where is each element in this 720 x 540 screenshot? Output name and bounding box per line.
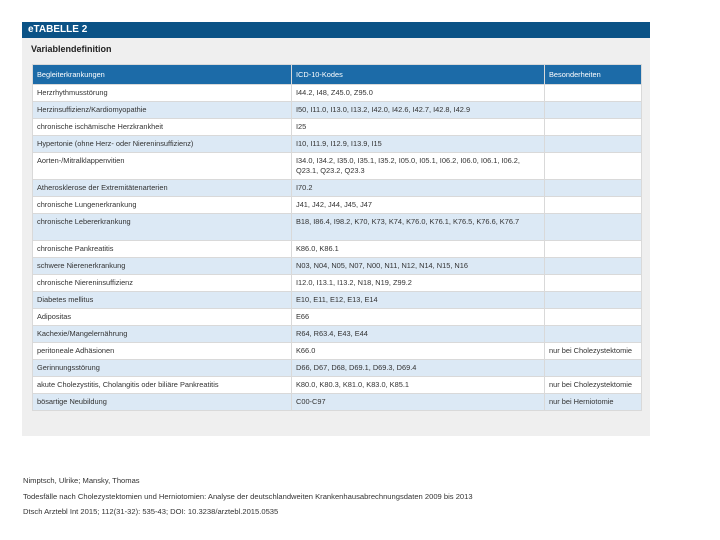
cell-disease: chronische Pankreatitis <box>33 241 292 258</box>
table-row <box>33 360 642 377</box>
column-header-notes: Besonderheiten <box>545 65 642 85</box>
table-row <box>33 241 642 258</box>
cell-note: nur bei Cholezystektomie <box>545 343 642 360</box>
cell-disease: akute Cholezystitis, Cholangitis oder biliäre Pankreatitis <box>33 377 292 394</box>
cell-note <box>545 292 642 309</box>
cell-note <box>545 275 642 292</box>
table-header-row <box>33 65 642 85</box>
cell-note <box>545 360 642 377</box>
cell-codes: C00-C97 <box>292 394 545 411</box>
table-row <box>33 394 642 411</box>
cell-codes: D66, D67, D68, D69.1, D69.3, D69.4 <box>292 360 545 377</box>
cell-note <box>545 180 642 197</box>
cell-codes: I10, I11.9, I12.9, I13.9, I15 <box>292 136 545 153</box>
cell-note <box>545 119 642 136</box>
cell-disease: chronische ischämische Herzkrankheit <box>33 119 292 136</box>
table-row <box>33 258 642 275</box>
cell-disease: Gerinnungsstörung <box>33 360 292 377</box>
cell-codes: K80.0, K80.3, K81.0, K83.0, K85.1 <box>292 377 545 394</box>
cell-disease: chronische Lebererkrankung <box>33 214 292 241</box>
cell-disease: Kachexie/Mangelernährung <box>33 326 292 343</box>
cell-codes: B18, I86.4, I98.2, K70, K73, K74, K76.0, K76.1, K76.5, K76.6, K76.7 <box>292 214 545 241</box>
table-row <box>33 326 642 343</box>
cell-disease: Atherosklerose der Extremitätenarterien <box>33 180 292 197</box>
cell-note <box>545 136 642 153</box>
caption-title: Todesfälle nach Cholezystektomien und Herniotomien: Analyse der deutschlandweiten Krankenhausabrechnungsdaten 2009 bis 2013 <box>23 492 473 501</box>
table-row <box>33 85 642 102</box>
cell-codes: I12.0, I13.1, I13.2, N18, N19, Z99.2 <box>292 275 545 292</box>
table-row <box>33 180 642 197</box>
table-subtitle: Variablendefinition <box>31 44 112 54</box>
table-row <box>33 197 642 214</box>
cell-disease: peritoneale Adhäsionen <box>33 343 292 360</box>
cell-note <box>545 241 642 258</box>
cell-codes: J41, J42, J44, J45, J47 <box>292 197 545 214</box>
cell-note <box>545 153 642 180</box>
cell-note <box>545 214 642 241</box>
cell-note <box>545 197 642 214</box>
cell-note <box>545 258 642 275</box>
cell-codes: I25 <box>292 119 545 136</box>
cell-disease: Aorten-/Mitralklappenvitien <box>33 153 292 180</box>
cell-disease: Herzinsuffizienz/Kardiomyopathie <box>33 102 292 119</box>
table-row <box>33 343 642 360</box>
table-row <box>33 102 642 119</box>
cell-disease: Hypertonie (ohne Herz- oder Niereninsuffizienz) <box>33 136 292 153</box>
column-header-codes: ICD-10-Kodes <box>292 65 545 85</box>
cell-codes: I44.2, I48, Z45.0, Z95.0 <box>292 85 545 102</box>
panel-header: eTABELLE 2 <box>22 22 650 38</box>
table-row <box>33 214 642 241</box>
cell-disease: Adipositas <box>33 309 292 326</box>
cell-disease: schwere Nierenerkrankung <box>33 258 292 275</box>
cell-disease: chronische Niereninsuffizienz <box>33 275 292 292</box>
table-row <box>33 136 642 153</box>
table-row <box>33 292 642 309</box>
cell-codes: E10, E11, E12, E13, E14 <box>292 292 545 309</box>
table-row <box>33 309 642 326</box>
cell-codes: I70.2 <box>292 180 545 197</box>
cell-disease: Diabetes mellitus <box>33 292 292 309</box>
cell-codes: R64, R63.4, E43, E44 <box>292 326 545 343</box>
cell-note: nur bei Cholezystektomie <box>545 377 642 394</box>
table-row <box>33 153 642 180</box>
cell-codes: K66.0 <box>292 343 545 360</box>
table-row <box>33 377 642 394</box>
cell-codes: I50, I11.0, I13.0, I13.2, I42.0, I42.6, I42.7, I42.8, I42.9 <box>292 102 545 119</box>
caption-authors: Nimptsch, Ulrike; Mansky, Thomas <box>23 476 140 485</box>
cell-codes: E66 <box>292 309 545 326</box>
column-header-disease: Begleiterkrankungen <box>33 65 292 85</box>
cell-disease: chronische Lungenerkrankung <box>33 197 292 214</box>
cell-note <box>545 102 642 119</box>
cell-codes: N03, N04, N05, N07, N00, N11, N12, N14, N15, N16 <box>292 258 545 275</box>
cell-note: nur bei Herniotomie <box>545 394 642 411</box>
cell-codes: K86.0, K86.1 <box>292 241 545 258</box>
cell-codes: I34.0, I34.2, I35.0, I35.1, I35.2, I05.0, I05.1, I06.2, I06.0, I06.1, I06.2, Q23.1, Q23.2, Q23.3 <box>292 153 545 180</box>
table-panel <box>22 22 650 436</box>
table-row <box>33 119 642 136</box>
table-row <box>33 275 642 292</box>
cell-note <box>545 309 642 326</box>
cell-disease: bösartige Neubildung <box>33 394 292 411</box>
cell-note <box>545 85 642 102</box>
variable-table <box>32 64 642 411</box>
cell-note <box>545 326 642 343</box>
cell-disease: Herzrhythmusstörung <box>33 85 292 102</box>
caption-citation: Dtsch Arztebl Int 2015; 112(31-32): 535-43; DOI: 10.3238/arztebl.2015.0535 <box>23 507 279 516</box>
